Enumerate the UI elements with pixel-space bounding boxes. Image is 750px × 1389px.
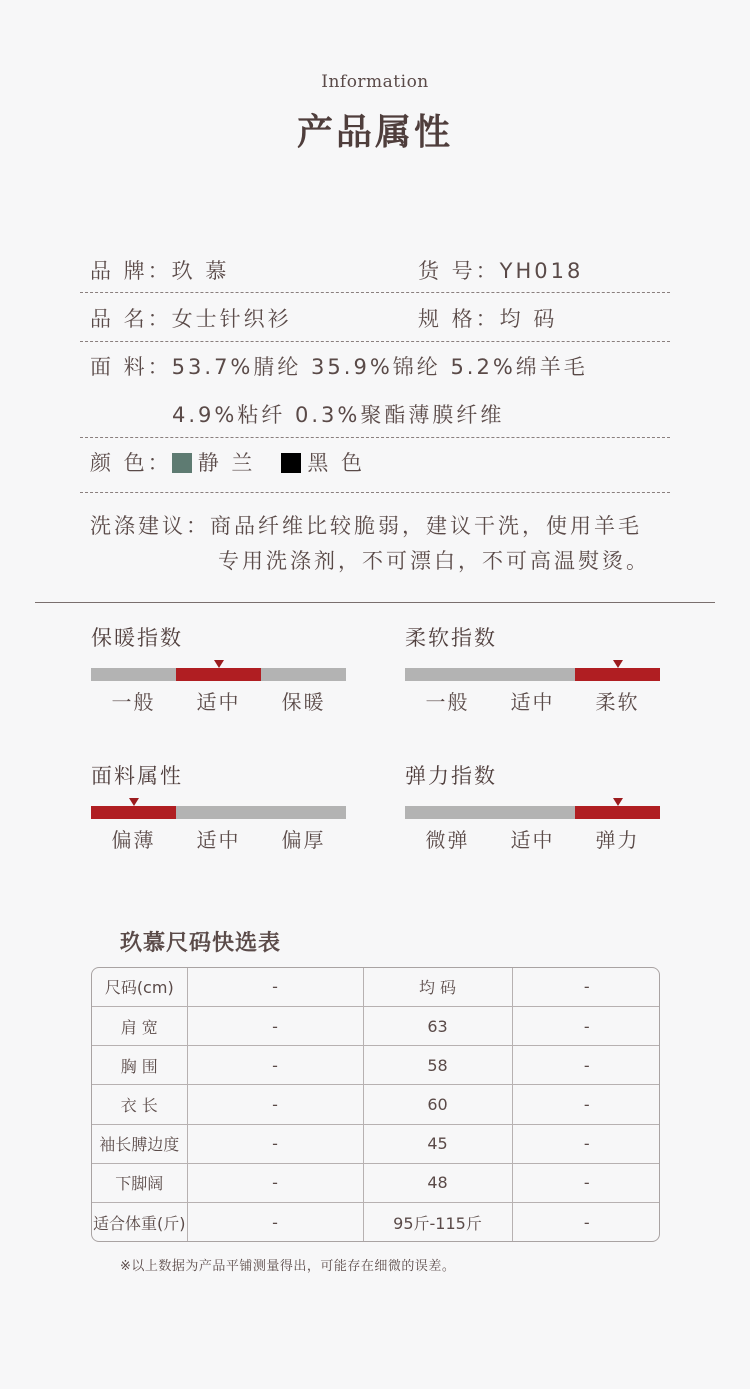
index-bar-segment [490, 806, 575, 819]
table-row [92, 1085, 660, 1124]
color-swatch-black [281, 453, 301, 473]
index-title: 柔软指数 [405, 626, 497, 650]
index-bar-segment [91, 806, 176, 819]
index-scale-label: 弹力 [595, 828, 640, 852]
wash-advice-line2: 专用洗涤剂，不可漂白，不可高温熨烫。 [218, 549, 650, 573]
table-cell: 衣 长 [92, 1085, 187, 1124]
table-cell: 袖长膊边度 [92, 1124, 187, 1163]
index-bar-segment [176, 806, 261, 819]
index-bar-segment [575, 806, 660, 819]
table-row [92, 1203, 660, 1242]
index-marker [613, 660, 623, 668]
color-name-black: 黑 色 [307, 451, 366, 475]
index-bar-segment [405, 806, 490, 819]
color-swatch-jinglan [172, 453, 192, 473]
index-scale-label: 适中 [196, 828, 241, 852]
table-cell: - [187, 1085, 363, 1124]
table-cell: 48 [363, 1163, 512, 1202]
fabric-field-line1: 面 料：53.7%腈纶 35.9%锦纶 5.2%绵羊毛 [90, 355, 588, 379]
size-field: 规 格：均 码 [418, 307, 558, 331]
name-field: 品 名：女士针织衫 [90, 307, 292, 331]
table-cell: 肩 宽 [92, 1006, 187, 1045]
index-bar-segment [176, 668, 261, 681]
table-cell: - [187, 1006, 363, 1045]
table-cell: 63 [363, 1006, 512, 1045]
index-scale-label: 偏薄 [111, 828, 156, 852]
table-cell: - [512, 1085, 660, 1124]
table-cell: 95斤-115斤 [363, 1203, 512, 1242]
table-row [92, 968, 660, 1006]
index-bar [405, 806, 660, 819]
index-scale-labels [91, 686, 346, 715]
index-title: 面料属性 [91, 764, 183, 788]
item-no-field: 货 号：YH018 [418, 259, 584, 283]
table-cell: - [512, 1163, 660, 1202]
color-name-jinglan: 静 兰 [197, 451, 256, 475]
divider [80, 437, 670, 438]
table-cell: - [512, 1046, 660, 1085]
color-field [90, 449, 365, 477]
index-bar [91, 668, 346, 681]
index-scale-label: 保暖 [281, 690, 326, 714]
brand-field: 品 牌：玖 慕 [90, 259, 230, 283]
table-cell: - [187, 1203, 363, 1242]
divider [80, 492, 670, 493]
index-scale-label: 适中 [510, 690, 555, 714]
table-cell: 胸 围 [92, 1046, 187, 1085]
index-bar-segment [405, 668, 490, 681]
index-scale-label: 偏厚 [281, 828, 326, 852]
table-cell: - [512, 1124, 660, 1163]
index-scale-label: 微弹 [425, 828, 470, 852]
wash-advice-line1: 洗涤建议：商品纤维比较脆弱，建议干洗，使用羊毛 [90, 514, 642, 538]
table-cell: - [187, 1124, 363, 1163]
table-row [92, 1006, 660, 1045]
table-cell: 下脚阔 [92, 1163, 187, 1202]
table-cell: - [583, 1212, 590, 1232]
size-chart-title: 玖慕尺码快选表 [120, 931, 282, 956]
divider [80, 341, 670, 342]
table-cell: 适合体重(斤) [92, 1203, 187, 1242]
color-label: 颜 色： [90, 451, 172, 475]
table-cell: - [187, 968, 363, 1006]
index-scale-labels [405, 824, 660, 853]
table-cell: 58 [363, 1046, 512, 1085]
table-cell: 45 [363, 1124, 512, 1163]
index-scale-label: 柔软 [595, 690, 640, 714]
table-cell: 60 [363, 1085, 512, 1124]
size-note: ※以上数据为产品平铺测量得出，可能存在细微的误差。 [120, 1259, 456, 1274]
table-cell: 尺码(cm) [92, 968, 187, 1006]
index-bar-segment [91, 668, 176, 681]
table-cell: 均 码 [363, 968, 512, 1006]
section-divider [35, 602, 715, 603]
table-cell: - [512, 968, 660, 1006]
index-scale-labels [405, 686, 660, 715]
index-scale-label: 一般 [111, 690, 156, 714]
index-bar-segment [261, 668, 346, 681]
index-scale-label: 适中 [510, 828, 555, 852]
divider [80, 292, 670, 293]
size-chart [91, 967, 660, 1242]
index-marker [129, 798, 139, 806]
table-row [92, 1163, 660, 1202]
table-cell: - [512, 1006, 660, 1045]
index-title: 弹力指数 [405, 764, 497, 788]
info-heading: Information [321, 72, 429, 92]
index-title: 保暖指数 [91, 626, 183, 650]
page-title: 产品属性 [296, 112, 453, 153]
index-scale-labels [91, 824, 346, 853]
table-cell: - [187, 1046, 363, 1085]
index-marker [214, 660, 224, 668]
index-bar-segment [261, 806, 346, 819]
index-bar-segment [575, 668, 660, 681]
index-scale-label: 适中 [196, 690, 241, 714]
index-bar [91, 806, 346, 819]
table-row [92, 1046, 660, 1085]
table-cell: - [187, 1163, 363, 1202]
index-bar-segment [490, 668, 575, 681]
table-row [92, 1124, 660, 1163]
index-scale-label: 一般 [425, 690, 470, 714]
fabric-field-line2: 4.9%粘纤 0.3%聚酯薄膜纤维 [172, 403, 505, 427]
index-marker [613, 798, 623, 806]
index-bar [405, 668, 660, 681]
